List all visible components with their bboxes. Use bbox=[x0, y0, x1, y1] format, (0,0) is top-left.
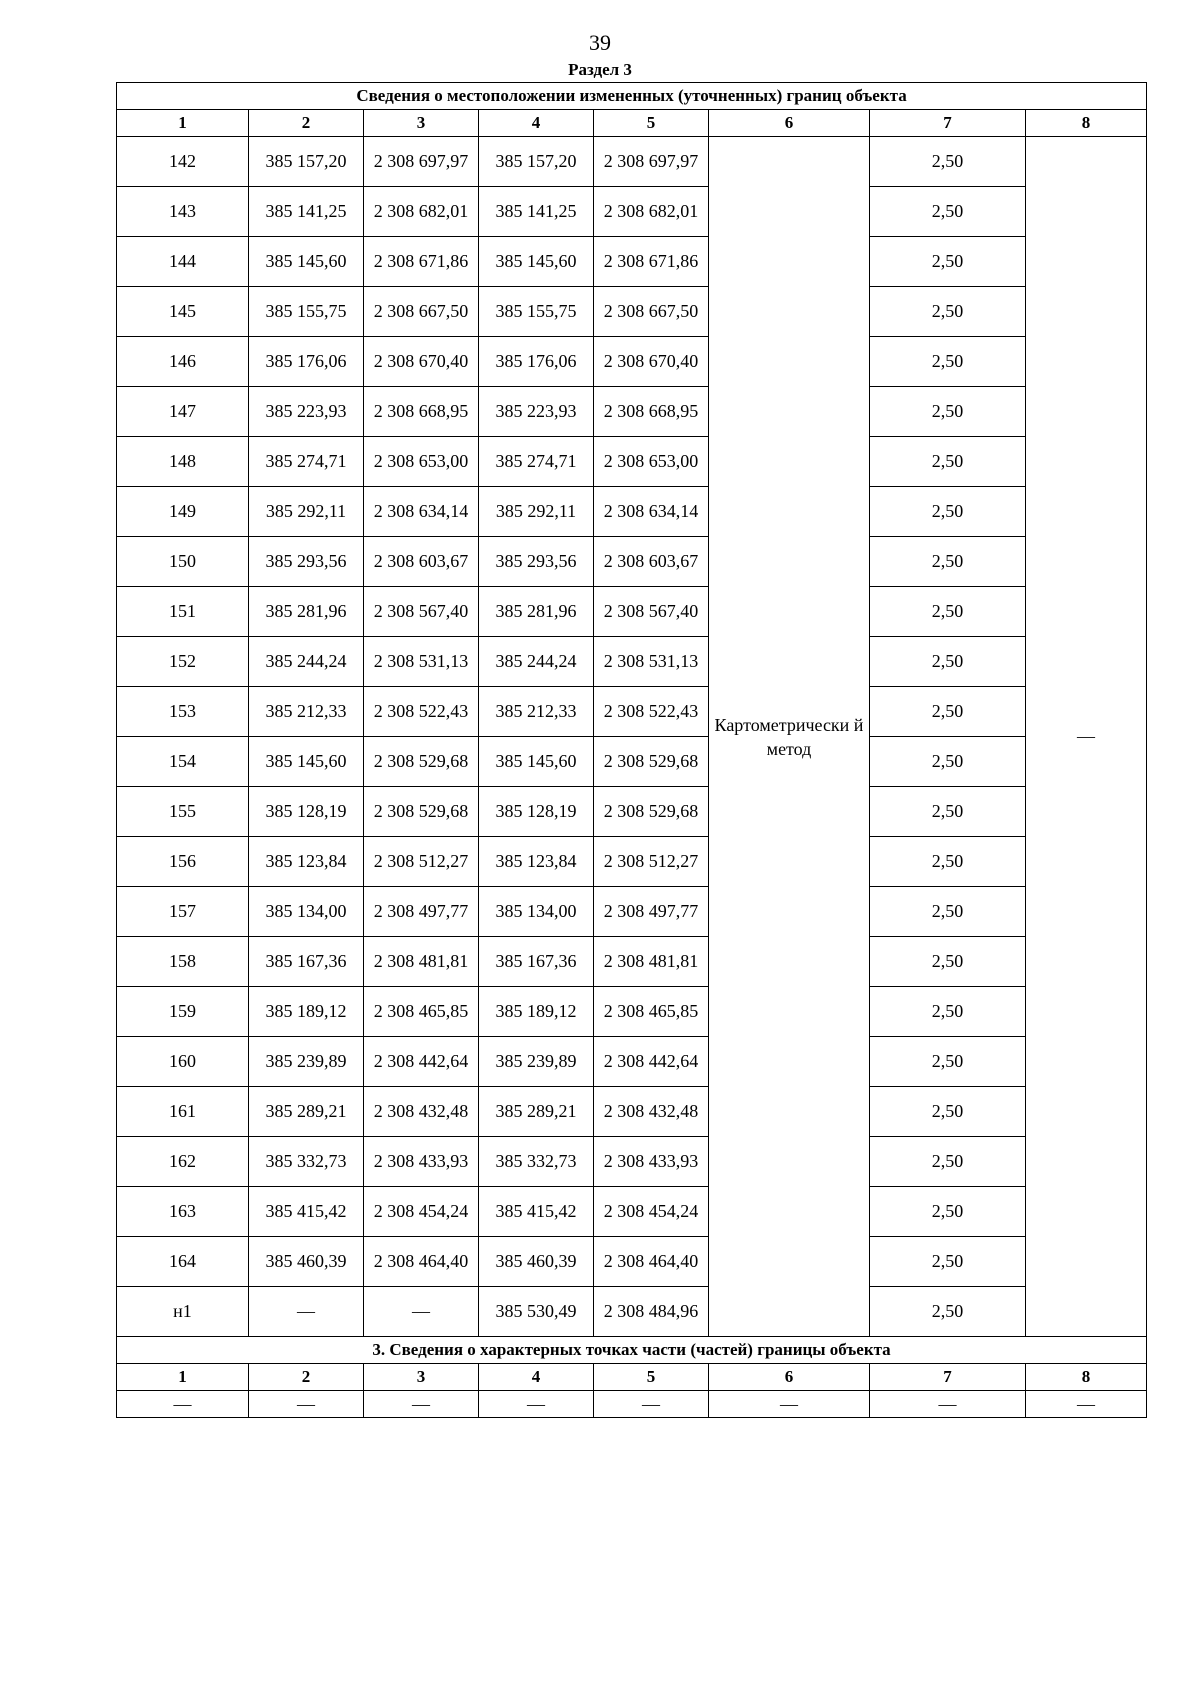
table-cell-c7: 2,50 bbox=[870, 337, 1026, 387]
table-cell-c7: 2,50 bbox=[870, 137, 1026, 187]
table-cell-c5: 2 308 634,14 bbox=[594, 487, 709, 537]
table-cell-c2: 385 274,71 bbox=[249, 437, 364, 487]
table-cell-c5: 2 308 603,67 bbox=[594, 537, 709, 587]
column-number: 4 bbox=[479, 110, 594, 137]
table-cell-c4: 385 293,56 bbox=[479, 537, 594, 587]
table-cell-c4: 385 292,11 bbox=[479, 487, 594, 537]
column-number: 5 bbox=[594, 1364, 709, 1391]
table-cell-c2: 385 289,21 bbox=[249, 1087, 364, 1137]
table-cell-c7: 2,50 bbox=[870, 437, 1026, 487]
table-cell-c1: 155 bbox=[117, 787, 249, 837]
column-number: 2 bbox=[249, 110, 364, 137]
table-cell-c3: — bbox=[364, 1287, 479, 1337]
table-cell-c2: 385 155,75 bbox=[249, 287, 364, 337]
table-cell-c1: 157 bbox=[117, 887, 249, 937]
table-cell-c5: 2 308 567,40 bbox=[594, 587, 709, 637]
table-cell-c4: 385 274,71 bbox=[479, 437, 594, 487]
page-number: 39 bbox=[589, 30, 611, 55]
table2-caption: 3. Сведения о характерных точках части (частей) границы объекта bbox=[117, 1337, 1147, 1364]
table-cell-c3: 2 308 697,97 bbox=[364, 137, 479, 187]
table-cell-c5: 2 308 682,01 bbox=[594, 187, 709, 237]
table-cell-c4: 385 530,49 bbox=[479, 1287, 594, 1337]
table-cell-c4: 385 223,93 bbox=[479, 387, 594, 437]
table-cell-c4: 385 415,42 bbox=[479, 1187, 594, 1237]
table-cell-c1: 161 bbox=[117, 1087, 249, 1137]
table-cell-c5: 2 308 442,64 bbox=[594, 1037, 709, 1087]
table-cell-c1: 147 bbox=[117, 387, 249, 437]
table-cell-c1: 154 bbox=[117, 737, 249, 787]
table-cell-c4: 385 145,60 bbox=[479, 737, 594, 787]
table-cell-c4: 385 289,21 bbox=[479, 1087, 594, 1137]
table-cell-c7: 2,50 bbox=[870, 987, 1026, 1037]
table-cell-c4: 385 128,19 bbox=[479, 787, 594, 837]
table-cell-c2: 385 128,19 bbox=[249, 787, 364, 837]
table-cell-c1: 153 bbox=[117, 687, 249, 737]
table-cell-c3: 2 308 481,81 bbox=[364, 937, 479, 987]
table-row bbox=[117, 237, 1147, 287]
table-cell-c4: 385 212,33 bbox=[479, 687, 594, 737]
table-cell-c7: 2,50 bbox=[870, 687, 1026, 737]
table-cell-c3: 2 308 668,95 bbox=[364, 387, 479, 437]
column-number: 3 bbox=[364, 110, 479, 137]
table-cell-c4: 385 167,36 bbox=[479, 937, 594, 987]
table-cell-c7: 2,50 bbox=[870, 237, 1026, 287]
table-cell-c1: 158 bbox=[117, 937, 249, 987]
table-row bbox=[117, 487, 1147, 537]
table-cell-c2: 385 134,00 bbox=[249, 887, 364, 937]
table-row bbox=[117, 837, 1147, 887]
table-cell-c1: 150 bbox=[117, 537, 249, 587]
table-cell-c3: 2 308 454,24 bbox=[364, 1187, 479, 1237]
table-cell-c5: 2 308 484,96 bbox=[594, 1287, 709, 1337]
table-cell-c3: 2 308 531,13 bbox=[364, 637, 479, 687]
table-cell: — bbox=[1026, 1391, 1147, 1418]
table-row bbox=[117, 437, 1147, 487]
table-row bbox=[117, 1187, 1147, 1237]
table-cell-c2: 385 176,06 bbox=[249, 337, 364, 387]
method-cell: Картометрически й метод bbox=[709, 137, 870, 1337]
table-cell-c1: 159 bbox=[117, 987, 249, 1037]
table-cell-c5: 2 308 497,77 bbox=[594, 887, 709, 937]
table-cell-c5: 2 308 670,40 bbox=[594, 337, 709, 387]
table-cell-c2: 385 293,56 bbox=[249, 537, 364, 587]
table-row bbox=[117, 587, 1147, 637]
column-number: 1 bbox=[117, 1364, 249, 1391]
table-cell-c7: 2,50 bbox=[870, 937, 1026, 987]
table-cell: — bbox=[594, 1391, 709, 1418]
column-number: 2 bbox=[249, 1364, 364, 1391]
table-cell: — bbox=[249, 1391, 364, 1418]
table-row bbox=[117, 1087, 1147, 1137]
table-cell-c7: 2,50 bbox=[870, 387, 1026, 437]
table-cell-c1: 145 bbox=[117, 287, 249, 337]
table-cell-c5: 2 308 464,40 bbox=[594, 1237, 709, 1287]
table-cell-c1: 149 bbox=[117, 487, 249, 537]
table-cell-c4: 385 141,25 bbox=[479, 187, 594, 237]
table-cell-c3: 2 308 567,40 bbox=[364, 587, 479, 637]
table-cell-c3: 2 308 522,43 bbox=[364, 687, 479, 737]
table-cell-c5: 2 308 481,81 bbox=[594, 937, 709, 987]
table-cell-c7: 2,50 bbox=[870, 187, 1026, 237]
table-row bbox=[117, 637, 1147, 687]
table-cell-c5: 2 308 432,48 bbox=[594, 1087, 709, 1137]
table-cell-c4: 385 176,06 bbox=[479, 337, 594, 387]
table-cell-c5: 2 308 529,68 bbox=[594, 737, 709, 787]
table-cell-c2: 385 415,42 bbox=[249, 1187, 364, 1237]
table-cell-c1: 156 bbox=[117, 837, 249, 887]
table-cell-c2: — bbox=[249, 1287, 364, 1337]
table-cell-c4: 385 157,20 bbox=[479, 137, 594, 187]
table-cell-c5: 2 308 433,93 bbox=[594, 1137, 709, 1187]
boundary-points-table bbox=[116, 82, 1147, 1418]
table-row bbox=[117, 887, 1147, 937]
table-cell-c7: 2,50 bbox=[870, 587, 1026, 637]
table-cell-c2: 385 292,11 bbox=[249, 487, 364, 537]
table-row bbox=[117, 1137, 1147, 1187]
column-number: 4 bbox=[479, 1364, 594, 1391]
table-cell-c3: 2 308 671,86 bbox=[364, 237, 479, 287]
table-row bbox=[117, 787, 1147, 837]
table-cell-c5: 2 308 454,24 bbox=[594, 1187, 709, 1237]
table2-row bbox=[117, 1391, 1147, 1418]
table-row bbox=[117, 987, 1147, 1037]
table-cell-c5: 2 308 697,97 bbox=[594, 137, 709, 187]
table-cell-c1: 146 bbox=[117, 337, 249, 387]
table-cell-c2: 385 123,84 bbox=[249, 837, 364, 887]
table-cell-c3: 2 308 529,68 bbox=[364, 737, 479, 787]
table-cell-c2: 385 244,24 bbox=[249, 637, 364, 687]
table-cell-c3: 2 308 433,93 bbox=[364, 1137, 479, 1187]
table-cell-c2: 385 460,39 bbox=[249, 1237, 364, 1287]
table-cell: — bbox=[870, 1391, 1026, 1418]
table-cell-c5: 2 308 531,13 bbox=[594, 637, 709, 687]
table-cell-c4: 385 189,12 bbox=[479, 987, 594, 1037]
table-row bbox=[117, 387, 1147, 437]
table-row bbox=[117, 187, 1147, 237]
table1-column-numbers bbox=[117, 110, 1147, 137]
table-cell-c1: 164 bbox=[117, 1237, 249, 1287]
table1-caption: Сведения о местоположении измененных (уточненных) границ объекта bbox=[117, 83, 1147, 110]
table-cell-c2: 385 212,33 bbox=[249, 687, 364, 737]
table-cell-c5: 2 308 512,27 bbox=[594, 837, 709, 887]
table-cell-c1: 151 bbox=[117, 587, 249, 637]
table-row bbox=[117, 937, 1147, 987]
column-number: 6 bbox=[709, 110, 870, 137]
table-cell-c4: 385 134,00 bbox=[479, 887, 594, 937]
table-cell-c3: 2 308 667,50 bbox=[364, 287, 479, 337]
table-row bbox=[117, 287, 1147, 337]
table-cell-c3: 2 308 464,40 bbox=[364, 1237, 479, 1287]
table-cell-c7: 2,50 bbox=[870, 487, 1026, 537]
table-row bbox=[117, 337, 1147, 387]
table-cell-c5: 2 308 465,85 bbox=[594, 987, 709, 1037]
table-cell-c3: 2 308 529,68 bbox=[364, 787, 479, 837]
table-cell: — bbox=[479, 1391, 594, 1418]
table-cell-c5: 2 308 653,00 bbox=[594, 437, 709, 487]
table-cell-c7: 2,50 bbox=[870, 1037, 1026, 1087]
table-cell-c2: 385 145,60 bbox=[249, 237, 364, 287]
table-cell-c2: 385 332,73 bbox=[249, 1137, 364, 1187]
table-cell-c2: 385 145,60 bbox=[249, 737, 364, 787]
table-cell-c7: 2,50 bbox=[870, 737, 1026, 787]
table-cell-c3: 2 308 603,67 bbox=[364, 537, 479, 587]
table-cell-c3: 2 308 512,27 bbox=[364, 837, 479, 887]
column-number: 5 bbox=[594, 110, 709, 137]
column-number: 8 bbox=[1026, 1364, 1147, 1391]
table-row bbox=[117, 687, 1147, 737]
table-cell-c2: 385 223,93 bbox=[249, 387, 364, 437]
table-cell-c5: 2 308 671,86 bbox=[594, 237, 709, 287]
table-cell-c1: 143 bbox=[117, 187, 249, 237]
table-cell-c4: 385 281,96 bbox=[479, 587, 594, 637]
column-number: 7 bbox=[870, 110, 1026, 137]
table-cell: — bbox=[117, 1391, 249, 1418]
table-cell-c5: 2 308 668,95 bbox=[594, 387, 709, 437]
table-cell-c4: 385 332,73 bbox=[479, 1137, 594, 1187]
column-number: 6 bbox=[709, 1364, 870, 1391]
table-cell-c2: 385 239,89 bbox=[249, 1037, 364, 1087]
table-cell-c5: 2 308 529,68 bbox=[594, 787, 709, 837]
table-cell-c3: 2 308 442,64 bbox=[364, 1037, 479, 1087]
table-row bbox=[117, 1037, 1147, 1087]
table-cell-c7: 2,50 bbox=[870, 537, 1026, 587]
table-cell-c2: 385 189,12 bbox=[249, 987, 364, 1037]
table-cell-c4: 385 239,89 bbox=[479, 1037, 594, 1087]
column-number: 8 bbox=[1026, 110, 1147, 137]
table-cell-c1: 152 bbox=[117, 637, 249, 687]
table-cell-c2: 385 281,96 bbox=[249, 587, 364, 637]
table-row bbox=[117, 1287, 1147, 1337]
table-cell-c7: 2,50 bbox=[870, 1187, 1026, 1237]
table-cell-c7: 2,50 bbox=[870, 1237, 1026, 1287]
table-cell-c4: 385 155,75 bbox=[479, 287, 594, 337]
table-cell-c3: 2 308 653,00 bbox=[364, 437, 479, 487]
table-cell: — bbox=[364, 1391, 479, 1418]
table-cell-c3: 2 308 497,77 bbox=[364, 887, 479, 937]
column-number: 1 bbox=[117, 110, 249, 137]
table2-column-numbers bbox=[117, 1364, 1147, 1391]
table-cell-c4: 385 460,39 bbox=[479, 1237, 594, 1287]
table-cell-c1: 160 bbox=[117, 1037, 249, 1087]
table-cell-c1: 162 bbox=[117, 1137, 249, 1187]
section-title: Раздел 3 bbox=[568, 60, 632, 79]
column-number: 7 bbox=[870, 1364, 1026, 1391]
table-cell: — bbox=[709, 1391, 870, 1418]
table-cell-c3: 2 308 634,14 bbox=[364, 487, 479, 537]
table-cell-c5: 2 308 667,50 bbox=[594, 287, 709, 337]
table-cell-c4: 385 123,84 bbox=[479, 837, 594, 887]
table-cell-c7: 2,50 bbox=[870, 837, 1026, 887]
table-cell-c2: 385 167,36 bbox=[249, 937, 364, 987]
table-row bbox=[117, 1237, 1147, 1287]
table-cell-c3: 2 308 465,85 bbox=[364, 987, 479, 1037]
table-cell-c7: 2,50 bbox=[870, 787, 1026, 837]
table-cell-c2: 385 141,25 bbox=[249, 187, 364, 237]
table-cell-c3: 2 308 682,01 bbox=[364, 187, 479, 237]
table-cell-c7: 2,50 bbox=[870, 1287, 1026, 1337]
table-row bbox=[117, 137, 1147, 187]
column-number: 3 bbox=[364, 1364, 479, 1391]
column8-cell: — bbox=[1026, 137, 1147, 1337]
table-cell-c3: 2 308 432,48 bbox=[364, 1087, 479, 1137]
table-cell-c1: н1 bbox=[117, 1287, 249, 1337]
table-cell-c1: 142 bbox=[117, 137, 249, 187]
table-cell-c7: 2,50 bbox=[870, 887, 1026, 937]
table-cell-c1: 148 bbox=[117, 437, 249, 487]
table-cell-c7: 2,50 bbox=[870, 287, 1026, 337]
table-cell-c1: 144 bbox=[117, 237, 249, 287]
table-row bbox=[117, 737, 1147, 787]
table-cell-c7: 2,50 bbox=[870, 1087, 1026, 1137]
table-cell-c7: 2,50 bbox=[870, 637, 1026, 687]
table-cell-c4: 385 145,60 bbox=[479, 237, 594, 287]
table-cell-c4: 385 244,24 bbox=[479, 637, 594, 687]
table-cell-c1: 163 bbox=[117, 1187, 249, 1237]
table-row bbox=[117, 537, 1147, 587]
table-cell-c7: 2,50 bbox=[870, 1137, 1026, 1187]
table-cell-c5: 2 308 522,43 bbox=[594, 687, 709, 737]
table-cell-c3: 2 308 670,40 bbox=[364, 337, 479, 387]
table-cell-c2: 385 157,20 bbox=[249, 137, 364, 187]
